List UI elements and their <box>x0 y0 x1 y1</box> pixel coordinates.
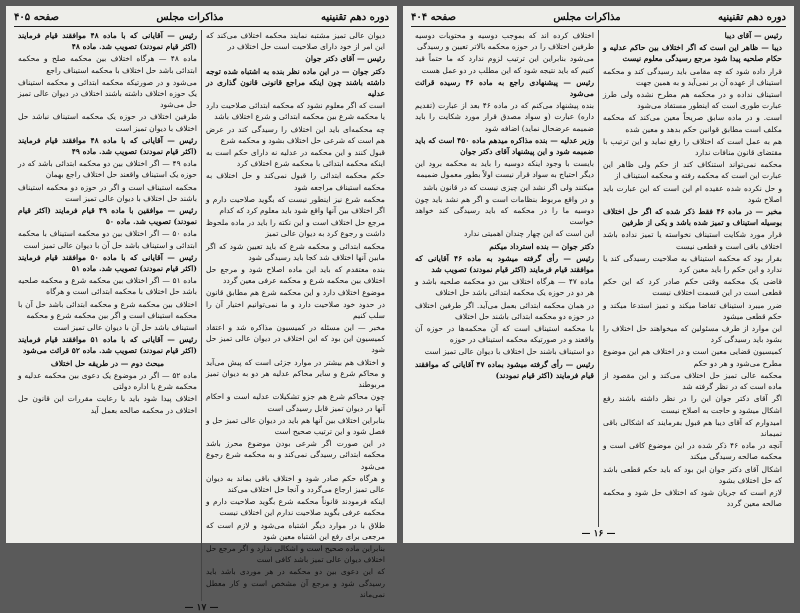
text-columns <box>411 30 786 527</box>
paragraph: دیوان عالی تمیز مشتبه نمایند محکمه اختلاف می‌کند که این امر از خود دارای صلاحیت است حل اختلاف در <box>206 31 385 52</box>
paragraph: محکمه استیناف است و اگر در حوزه دو محکمه استیناف باشند حل اختلاف با دیوان عالی تمیز است <box>18 182 197 203</box>
paragraph: قرار مورد شکایت استیناف نخواسته یا تمیز نداده باشد اختلاف باقی است و قطعی نیست <box>603 230 782 251</box>
paragraph: این موارد از طرف مسئولین که میخواهند حل اختلاف را بشود باید رسیدگی کرد <box>603 324 782 345</box>
paragraph: و حل نکرده شده عقیده ام این است که این عبارت باید اصلاح شود <box>603 183 782 204</box>
paragraph: که این دعوی بین دو محکمه در هر موردی باشد باید رسیدگی شود و مرجع آن مشخص است و کار معطل نمی‌ماند <box>206 567 385 599</box>
column-rule <box>598 30 599 527</box>
paragraph: موضوع اختلاف دارد و این محکمه شرع هم مطابق قانون در حدود خود صلاحیت دارد و ما نمی‌توانیم اختیار آن را سلب کنیم <box>206 288 385 320</box>
speaker-line: رئیس — آقای دیبا <box>724 31 782 40</box>
speaker-line: رئیس — رأی گرفته میشود بماده ۴۷ آقایانی که موافقند قیام فرمایند (اکثر قیام نمودند) <box>415 359 594 380</box>
header-session: دوره دهم تقنینیه <box>718 12 786 23</box>
paragraph: استیناف نداده و در محکمه هم مطرح نشده ولی طرز عبارت طوری است که اینطور مستفاد می‌شود <box>603 90 782 111</box>
column-rule <box>201 30 202 601</box>
paragraph: مخبر — این مسئله در کمیسیون مذاکره شد و اعتقاد کمیسیون این بود که این اختلاف در دیوان عالی تمیز حل شود <box>206 323 385 355</box>
paragraph: قبول کنند و این محکمه در عدلیه نه دارای حکم است به اینکه محکمه ابتدائی با محکمه شرع اختلاف کرد <box>206 148 385 169</box>
paragraph: هم به عمل است که اختلاف را رفع نماید و این ترتیب با مقتضای قانون منافات ندارد <box>603 136 782 158</box>
paragraph: در همان محکمه ابتدائی بعمل می‌آید. اگر طرفین اختلاف در حوزه دو محکمه ابتدائی باشند حل اختلاف <box>415 300 594 321</box>
paragraph: ضرر میبرد استیناف تقاضا میکند و تمیز استدعا میکند و حکم قطعی میشود <box>603 300 782 321</box>
paragraph: محکمه عالی تمیز حل اختلاف می‌کند و این مقصود از ماده است که در نظر گرفته شد <box>603 370 782 392</box>
paragraph: ماده ۵۰ — اگر اختلاف بین دو محکمه استیناف با محکمه ابتدائی و استیناف باشد حل آن با دیوان عالی تمیز است <box>18 229 197 250</box>
paragraph: اگر آقای دکتر جوان این را در نظر داشته باشند رفع اشکال میشود و حاجت به اصلاح نیست <box>603 394 782 415</box>
speaker-line: رئیس — آقایانی که با ماده ۴۸ موافقند قیام فرمایند (اکثر قیام نمودند) تصویب شد. ماده ۴۸ <box>18 31 197 52</box>
paragraph: و اختلاف هم بیشتر در موارد جزئی است که پیش می‌آید و محاکم شرع و سایر محاکم عدلیه هر دو به دیوان تمیز مربوطند <box>206 357 385 390</box>
paragraph: طلاق با در موارد دیگر اشتباه می‌شود و لازم است که مرجعی برای رفع این اشتباه معین شود <box>206 520 385 541</box>
folio: — ۱۷ — <box>184 602 219 613</box>
paragraph: اینکه فرمودند قانوناً محکمه شرع بگوید صلاحیت دارم و محکمه عرفی بگوید صلاحیت ندارم این اختلاف نیست <box>206 497 385 518</box>
paragraph: میکنند ولی اگر نشد این چیزی نیست که در قانون باشد <box>422 182 594 192</box>
paragraph: مرجع حل اختلاف است و این نکته را باید در ماده ملحوظ داشت و رجوع کرد به دیوان عالی تمیز <box>206 218 385 239</box>
paragraph: حکم محکمه ابتدائی را قبول نمی‌کند و حل اختلاف به محکمه استیناف مراجعه شود <box>206 171 385 192</box>
header-session: دوره دهم تقنینیه <box>321 12 389 23</box>
header-page-number: صفحه ۴۰۴ <box>411 12 456 23</box>
paragraph: است. و در ماده سابق صریحاً معین می‌کند که محکمه مکلف است مطابق قوانین حکم بدهد و معین شده <box>603 113 782 134</box>
paragraph: چه محکمه‌ای باید این اختلاف را رسیدگی کند در عرض هم است که شرعی حل اختلاف بشود و محکمه شرع <box>206 124 385 145</box>
speaker-line: دکتر جوان — در این ماده نظر بنده به اشتباه شده توجه داشته باشند چون اینکه مراجع قانونی قانون گذاری در عدلیه <box>206 66 385 99</box>
speaker-line: دیبا — ظاهر این است که اگر اختلاف بین حاکم عدلیه و حکام صلحیه پیدا شود مرجع رسیدگی معلوم نیست <box>603 43 782 64</box>
paragraph: ماده ۴۸ — هرگاه اختلاف بین محکمه صلح و محکمه ابتدائی باشد حل اختلاف با محکمه استیناف راجع <box>18 54 197 75</box>
paragraph: دو استیناف باشند حل اختلاف با دیوان عالی تمیز است <box>424 347 594 357</box>
paragraph: ماده ۵۱ — اگر اختلاف بین محکمه شرع و محکمه صلحیه باشد حل اختلاف با محکمه ابتدائی است و هرگاه <box>18 276 197 297</box>
paragraph: محکمه ابتدائی و محکمه شرع که باید تعیین شود که اگر مابین آنها اختلاف شد کجا باید رسیدگی شود <box>206 241 385 262</box>
left-page <box>6 6 397 613</box>
header-title: مذاکرات مجلس <box>156 12 224 23</box>
paragraph: با محکمه استیناف است که آن محکمه‌ها در حوزه آن واقعند و در صورتیکه محکمه استیناف در حوزه <box>415 324 594 345</box>
paragraph: آنچه در ماده ۴۶ ذکر شده در این موضوع کافی است و محکمه صالحه رسیدگی میکند <box>603 441 782 462</box>
paragraph: ماده ۴۷ — هرگاه اختلاف بین دو محکمه صلحیه باشد و هر دو در حوزه یک محکمه ابتدائی باشد حل اختلاف <box>415 277 594 298</box>
column-right <box>599 30 786 527</box>
paragraph: می‌شود بنابراین این ترتیب لزوم ندارد که ما حتماً قید کنیم که باید نتیجه شود که این مطلب در دو عمل هست <box>415 54 594 75</box>
speaker-line: رئیس — آقای دکتر جوان <box>305 54 385 64</box>
folio: — ۱۶ — <box>581 529 616 539</box>
paragraph: بنده پیشنهاد می‌کنم که در ماده ۴۶ بعد از عبارت (تقدیم داره) عبارت (و سواد مصدق قرار مورد شکایت را باید ضمیمه عرضحال نماید) اضافه شود <box>415 101 594 133</box>
running-head <box>14 12 389 27</box>
paragraph: چون محاکم شرع هم جزو تشکیلات عدلیه است و احکام آنها در دیوان تمیز قابل رسیدگی است <box>206 392 385 413</box>
paragraph: بایست با وجود اینکه دوسیه را باید به محکمه برود این دیگر احتیاج به سواد قرار نیست اولاً بطور معمول ضمیمه <box>415 159 594 180</box>
paragraph: امیدوارم که آقای دیبا هم قبول بفرمایند که اشکالی باقی نمیماند <box>603 417 782 438</box>
paragraph: ماده ۴۹ — اگر اختلاف بین دو محکمه ابتدائی باشد که در حوزه یک استیناف واقعند حل اختلاف راجع بهمان <box>18 159 198 180</box>
header-title: مذاکرات مجلس <box>553 12 621 23</box>
paragraph: بنابراین ماده صحیح است و اشکالی ندارد و اگر مرجع حل اختلاف دیوان عالی تمیز باشد کافی است <box>206 543 385 565</box>
column-left <box>14 30 201 601</box>
header-page-number: صفحه ۴۰۵ <box>14 12 59 23</box>
paragraph: استیناف باشد حل آن با دیوان عالی تمیز است <box>53 323 197 333</box>
paragraph: در این صورت اگر شرعی بودن موضوع محرز باشد محکمه ابتدائی رسیدگی نمی‌کند و به محکمه شرع رجوع می‌شود <box>206 439 385 471</box>
paragraph: این است که این چهار چندان اهمیتی ندارد <box>463 229 594 239</box>
paragraph: بقرار بود که محکمه استیناف به صلاحیت رسیدگی کند یا ندارد و این حکم را باید معین کرد <box>603 253 782 275</box>
paragraph: لازم است که جریان شود که اختلاف حل شود و محکمه صالحه معین گردد <box>603 487 782 509</box>
speaker-line: وزیر عدلیه — بنده مذاکره میدهم ماده ۴۵۰ است که باید ضمیمه شود و این پیشنهاد آقای دکتر جوان <box>415 135 594 157</box>
paragraph: و در واقع مربوط بنظامات است و اگر هم نشد باید چون دوسیه ما را در محکمه که باید رسیدگی کند خواهد خواست <box>415 194 594 227</box>
paragraph: ماده ۵۲ — اگر در موضوع یک دعوی بین محکمه عدلیه و محکمه شرع یا اداره دولتی <box>18 370 198 392</box>
speaker-line: رئیس — موافقین با ماده ۴۹ قیام فرمایند (اکثر قیام نمودند) تصویب شد. ماده ۵۰ <box>18 206 197 227</box>
speaker-line: رئیس — آقایانی که با ماده ۴۸ موافقند قیام فرمایند (اکثر قیام نمودند) تصویب شد. ماده ۴۹ <box>18 135 197 157</box>
paragraph: اختلاف کرده اند که بموجب دوسیه و محتویات دوسیه طرفین اختلاف را در حوزه محکمه بالاتر تعیین و رسیدگی <box>415 31 594 52</box>
paragraph: بنابراین اختلاف بین آنها هم باید در دیوان عالی تمیز حل و فصل شود و این ترتیب صحیح است <box>206 415 385 436</box>
paragraph: است که اگر معلوم نشود که محکمه ابتدائی صلاحیت دارد یا محکمه شرع بین محکمه ابتدائی و شرع اختلاف باشد <box>206 101 385 122</box>
speaker-line: دکتر جوان — بنده استرداد میکنم <box>489 241 594 251</box>
speaker-line: رئیس — پیشنهادی راجع به ماده ۴۶ رسیده قرائت می‌شود <box>415 77 594 99</box>
speaker-line: رئیس — رأی گرفته میشود به ماده ۴۶ آقایانی که موافقند قیام فرمایند (اکثر قیام نمودند) تصویب شد <box>415 253 594 275</box>
paragraph: اختلاف بین محکمه شرع و محکمه ابتدائی باشد حل آن با محکمه استیناف است و اگر بین محکمه شرع و محکمه <box>18 299 197 320</box>
paragraph: قرار داده شود که چه مقامی باید رسیدگی کند و محکمه استیناف از عهده آن بر نمی‌آید و به همین جهت <box>603 66 782 87</box>
paragraph: و هرگاه حکم صادر شود و اختلاف باقی بماند به دیوان عالی تمیز ارجاع می‌گردد و آنجا حل اختلاف می‌کند <box>206 473 385 494</box>
paragraph: می‌شود و در صورتیکه محکمه ابتدائی و محکمه استیناف یک حوزه اختلاف داشته باشند اختلاف در دیوان عالی تمیز حل می‌شود <box>18 77 197 110</box>
running-head <box>411 12 786 27</box>
column-left <box>411 30 598 527</box>
column-right <box>202 30 389 601</box>
section-heading: مبحث دوم — در طریقه حل اختلاف <box>50 358 165 368</box>
right-page <box>403 6 794 543</box>
paragraph: محکمه شرع نیز اینطور نیست که بگوید صلاحیت دارم و اگر اختلاف بین آنها واقع شود باید معلوم کرد که کدام <box>206 194 385 216</box>
paragraph: طرفین اختلاف در حوزه یک محکمه استیناف نباشد حل اختلاف با دیوان تمیز است <box>18 112 197 133</box>
text-columns <box>14 30 389 601</box>
paragraph: بنده معتقدم که باید این ماده اصلاح شود و مرجع حل اختلاف بین محکمه شرع و محکمه عرفی معین گردد <box>206 265 385 286</box>
speaker-line: رئیس — آقایانی که با ماده ۵۱ موافقند قیام فرمایند (اکثر قیام نمودند) تصویب شد. ماده ۵۲ قرائت می‌شود <box>18 335 197 356</box>
paragraph: محکمه نمی‌تواند استنکاف کند از حکم ولی ظاهر این عبارت این است که محکمه رفته و محکمه استیناف از <box>603 160 782 181</box>
speaker-line: مخبر — در ماده ۴۶ فقط ذکر شده که اگر حل اختلاف بوسیله استیناف و تمیز شده باشد و یکی از طرفین <box>603 207 782 228</box>
paragraph: کمیسیون قضایی معین است و در اختلاف هم این موضوع مطرح می‌شود و هر دو حکم <box>603 347 782 368</box>
speaker-line: رئیس — آقایانی که با ماده ۵۰ موافقند قیام فرمایند (اکثر قیام نمودند) تصویب شد. ماده ۵۱ <box>18 252 197 274</box>
paragraph: اختلاف پیدا شود باید با رعایت مقررات این قانون حل اختلاف در محکمه صالحه بعمل آید <box>18 394 197 415</box>
paragraph: اشکال آقای دکتر جوان این بود که باید حکم قطعی باشد که حل اختلاف بشود <box>603 464 782 485</box>
paragraph: قاضی یک محکمه وقتی حکم صادر کرد که این حکم قطعی است در این قسمت اختلاف نیست <box>603 277 782 298</box>
